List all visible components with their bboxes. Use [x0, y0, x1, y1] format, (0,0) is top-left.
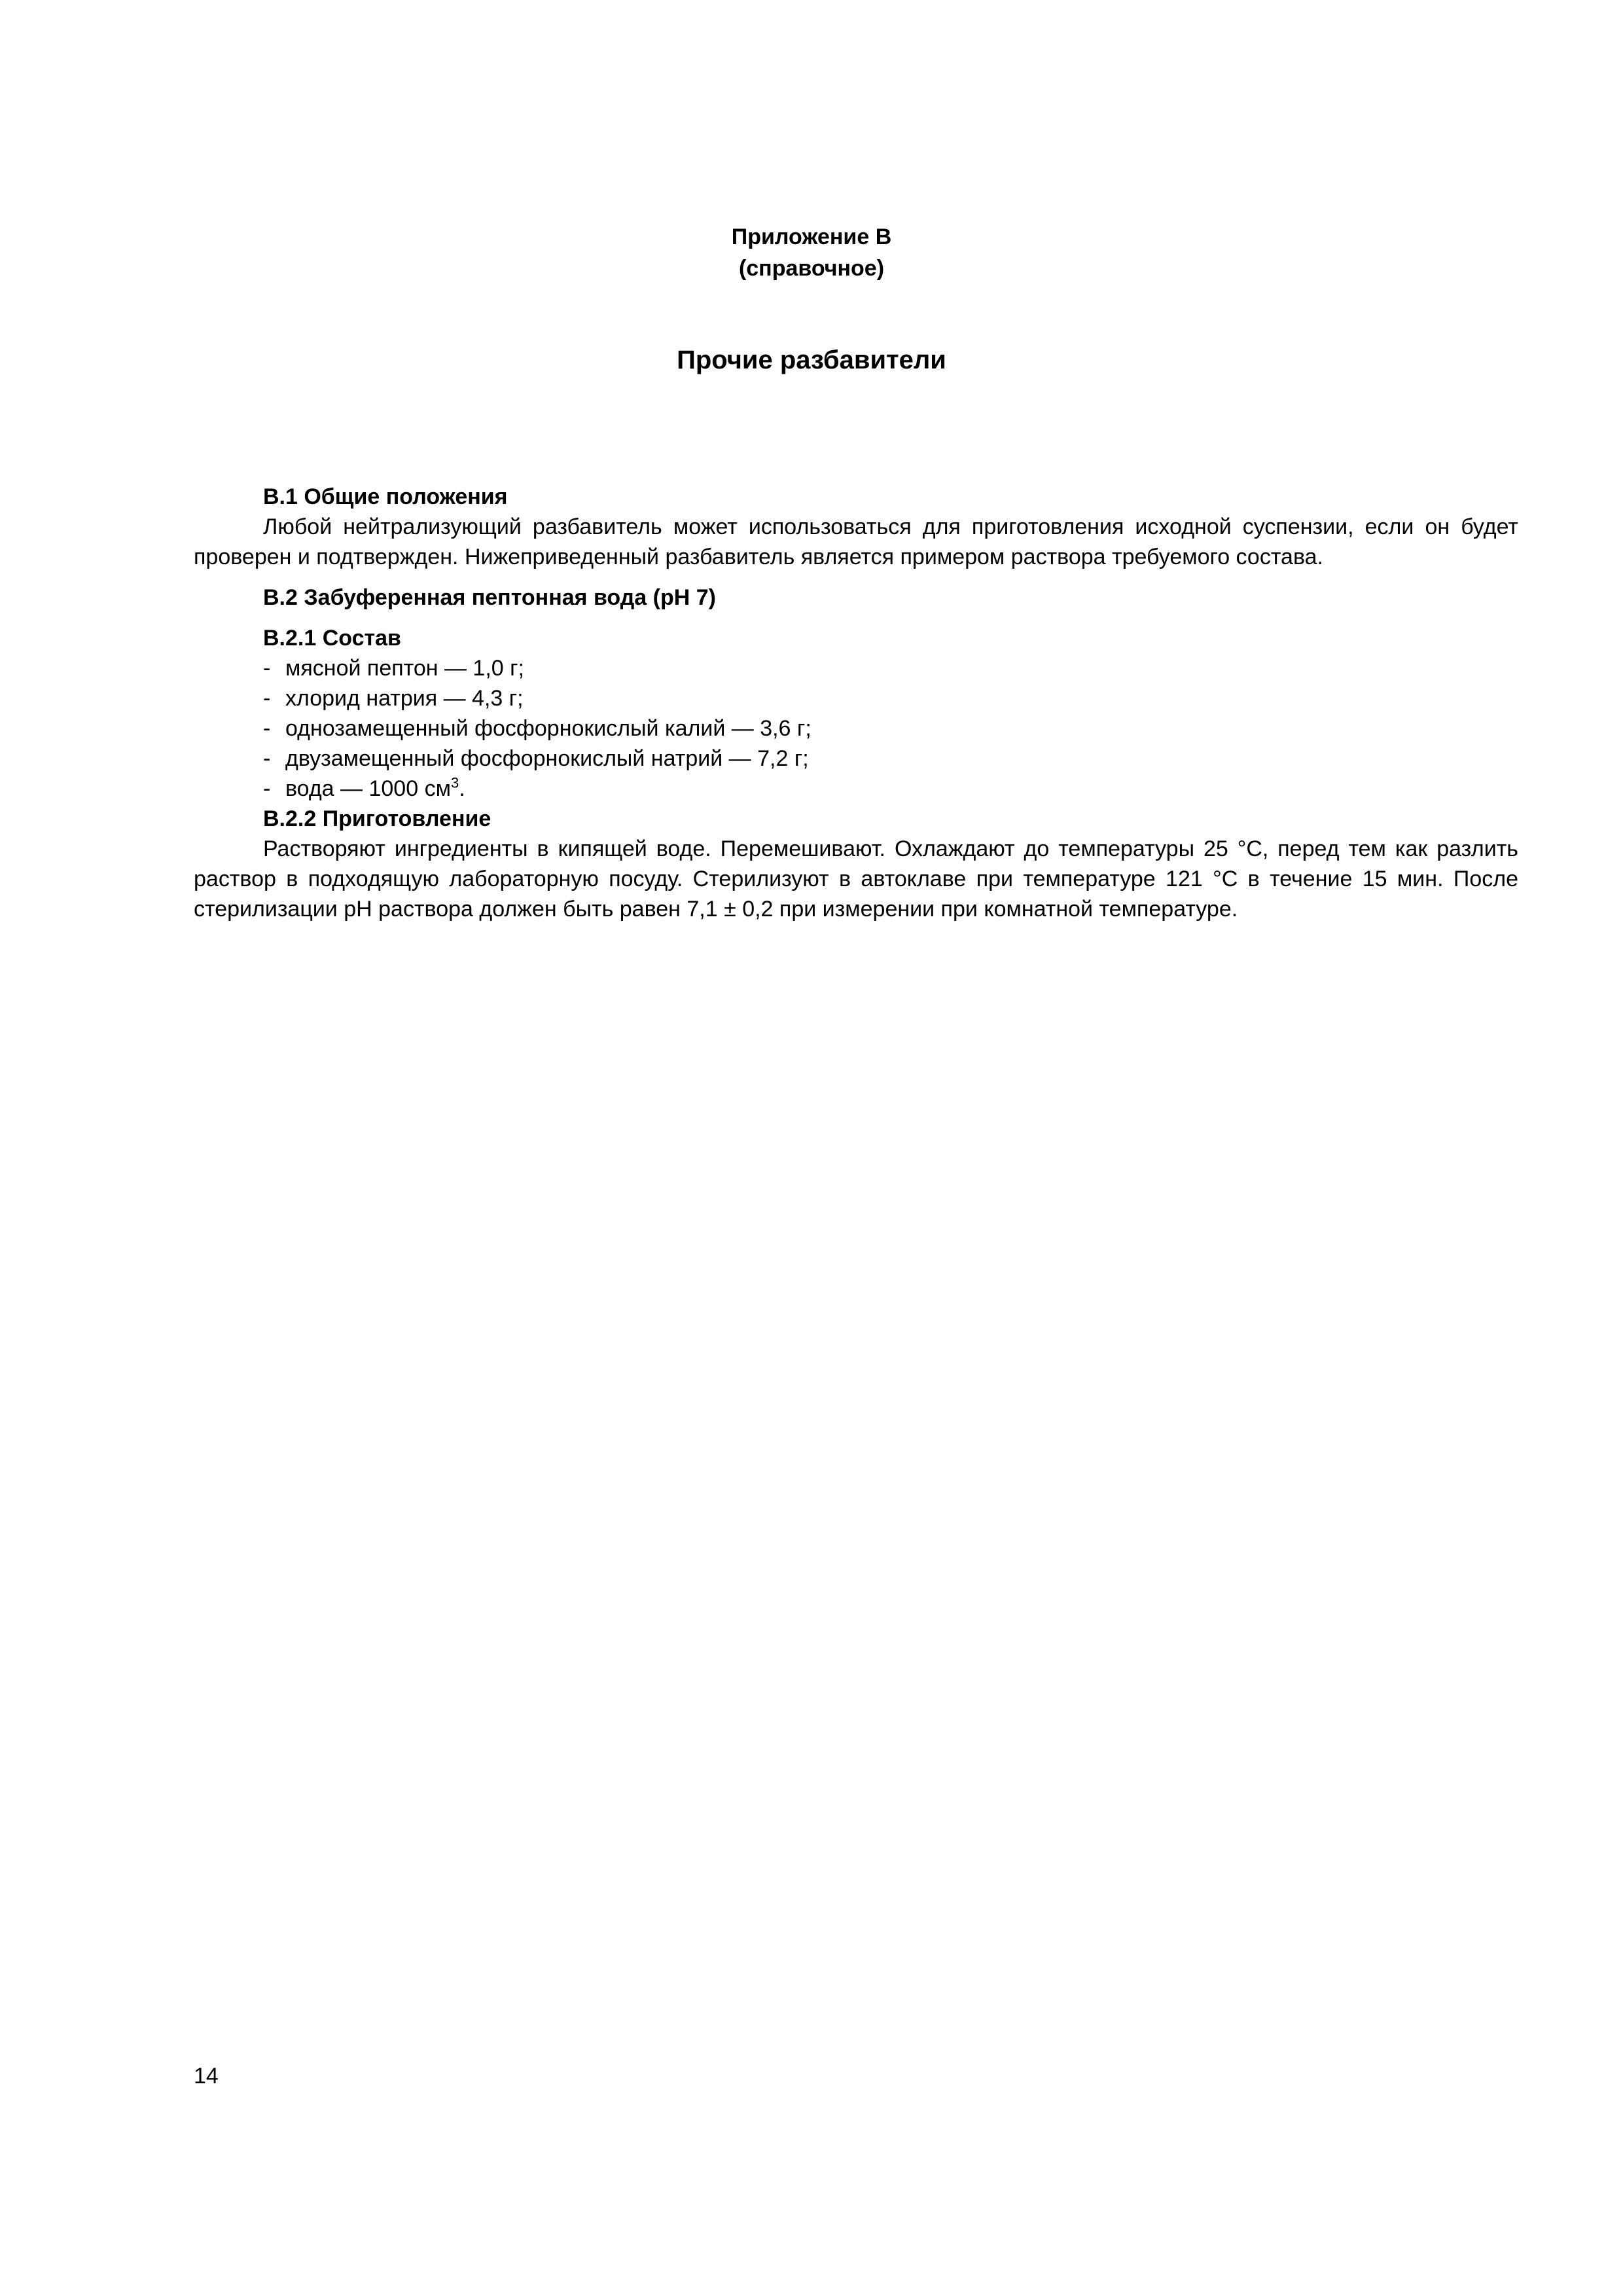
- list-item: - однозамещенный фосфорнокислый калий — 3,6 г;: [263, 716, 812, 741]
- page-number: 14: [194, 2064, 219, 2089]
- section-b21-heading: В.2.1 Состав: [263, 626, 401, 651]
- list-item-text: мясной пептон — 1,0 г;: [285, 656, 524, 681]
- superscript: 3: [450, 774, 459, 791]
- section-b1-heading: В.1 Общие положения: [263, 484, 508, 509]
- list-item-text: двузамещенный фосфорнокислый натрий — 7,2 г;: [285, 746, 809, 771]
- annex-title: Прочие разбавители: [677, 346, 946, 374]
- composition-list: [194, 653, 1518, 804]
- annex-status: (справочное): [738, 256, 885, 281]
- list-item-end: .: [459, 776, 465, 801]
- section-b2-heading: В.2 Забуференная пептонная вода (рН 7): [263, 585, 716, 610]
- list-item-text: хлорид натрия — 4,3 г;: [285, 686, 524, 711]
- list-item: - мясной пептон — 1,0 г;: [263, 656, 524, 681]
- list-item-text: вода — 1000 см: [285, 776, 451, 801]
- list-item: - вода — 1000 $см^3$.: [263, 774, 465, 801]
- document-body: [194, 482, 1518, 924]
- list-item: - хлорид натрия — 4,3 г;: [263, 686, 524, 711]
- annex-label: Приложение В: [731, 224, 892, 249]
- section-b22-heading: В.2.2 Приготовление: [263, 806, 491, 831]
- section-b1-paragraph: Любой нейтрализующий разбавитель может использоваться для приготовления исходной суспензии, если он будет проверен и подтвержден. Нижеприведенный разбавитель является примером раствора требуемого состава.: [194, 514, 1518, 569]
- list-item: - двузамещенный фосфорнокислый натрий — 7,2 г;: [263, 746, 809, 771]
- section-b22-paragraph: Растворяют ингредиенты в кипящей воде. Перемешивают. Охлаждают до температуры 25 °С, перед тем как разлить раствор в подходящую лабораторную посуду. Стерилизуют в автоклаве при температуре 121 °С в течение 15 мин. После стерилизации рН раствора должен быть равен 7,1 ± 0,2 при измерении при комнатной температуре.: [194, 836, 1518, 922]
- list-item-text: однозамещенный фосфорнокислый калий — 3,6 г;: [285, 716, 812, 741]
